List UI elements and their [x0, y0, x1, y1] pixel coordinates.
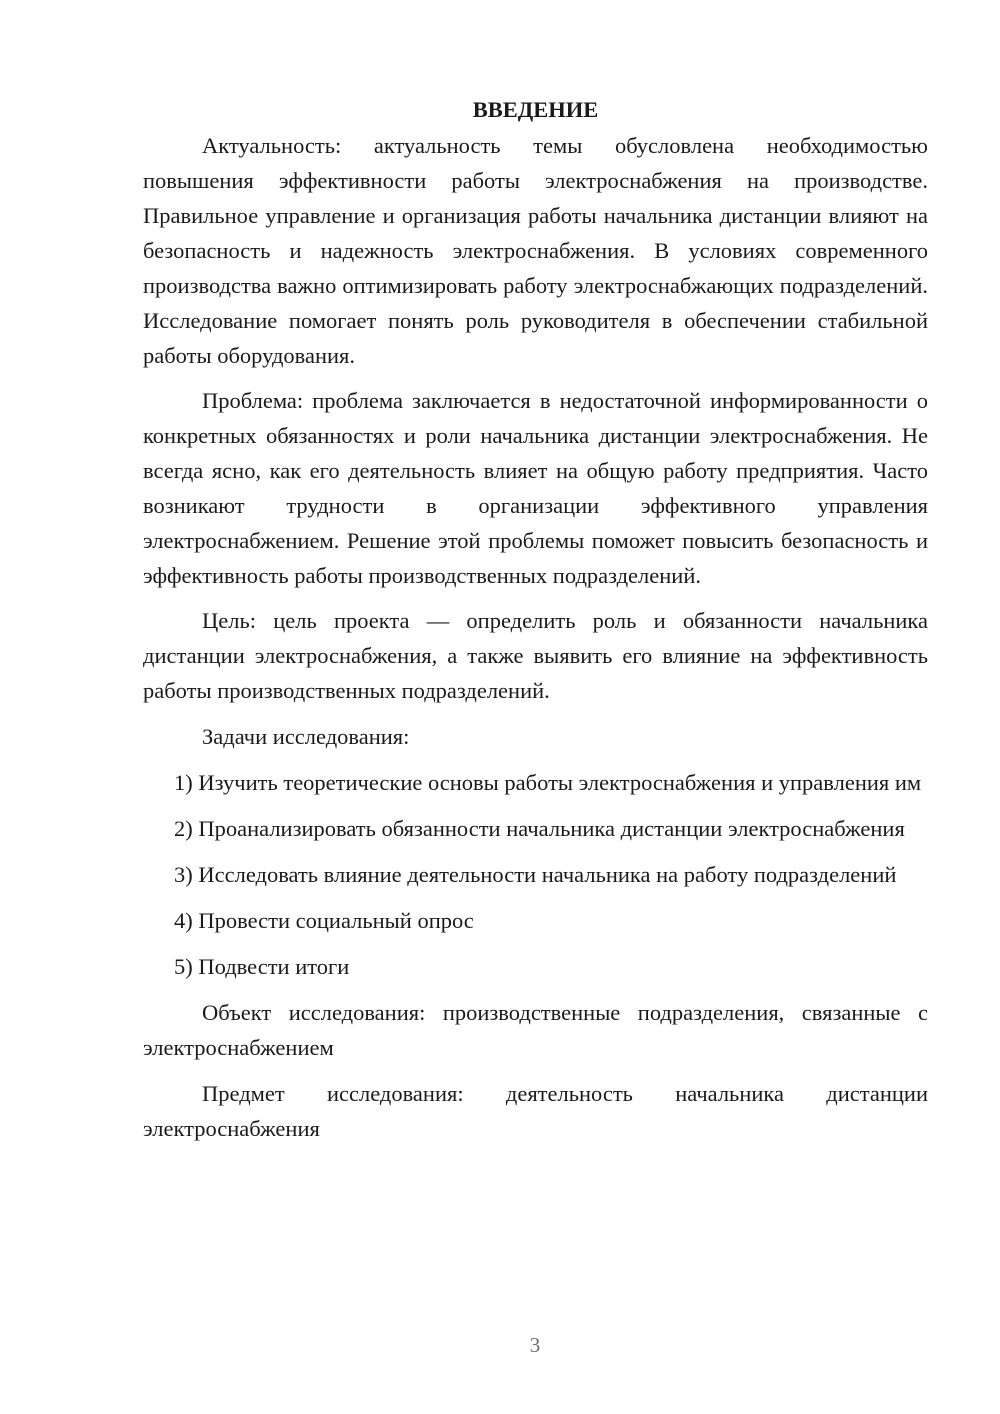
subject-paragraph: Предмет исследования: деятельность начальника дистанции электроснабжения	[143, 1081, 928, 1141]
list-item: 2) Проанализировать обязанности начальника дистанции электроснабжения	[174, 816, 905, 841]
problem-paragraph: Проблема: проблема заключается в недостаточной информированности о конкретных обязанностях и роли начальника дистанции электроснабжения. Не всегда ясно, как его деятельность влияет на общую работу предприятия. Часто возникают трудности в организации эффективного управления электроснабжением. Решение этой проблемы поможет повысить безопасность и эффективность работы производственных подразделений.	[143, 388, 928, 588]
page-title: ВВЕДЕНИЕ	[472, 97, 599, 122]
list-item: 4) Провести социальный опрос	[174, 908, 474, 933]
tasks-heading: Задачи исследования:	[202, 724, 410, 749]
object-paragraph: Объект исследования: производственные подразделения, связанные с электроснабжением	[143, 1000, 928, 1060]
goal-paragraph: Цель: цель проекта — определить роль и обязанности начальника дистанции электроснабжения, а также выявить его влияние на эффективность работы производственных подразделений.	[143, 608, 928, 703]
relevance-paragraph: Актуальность: актуальность темы обусловлена необходимостью повышения эффективности работы электроснабжения на производстве. Правильное управление и организация работы начальника дистанции влияют на безопасность и надежность электроснабжения. В условиях современного производства важно оптимизировать работу электроснабжающих подразделений. Исследование помогает понять роль руководителя в обеспечении стабильной работы оборудования.	[143, 133, 928, 368]
document-page	[143, 92, 928, 1146]
tasks-list	[143, 765, 928, 984]
list-item: 3) Исследовать влияние деятельности начальника на работу подразделений	[174, 862, 897, 887]
list-item: 5) Подвести итоги	[174, 954, 350, 979]
list-item: 1) Изучить теоретические основы работы электроснабжения и управления им	[174, 770, 922, 795]
page-number: 3	[529, 1333, 541, 1357]
